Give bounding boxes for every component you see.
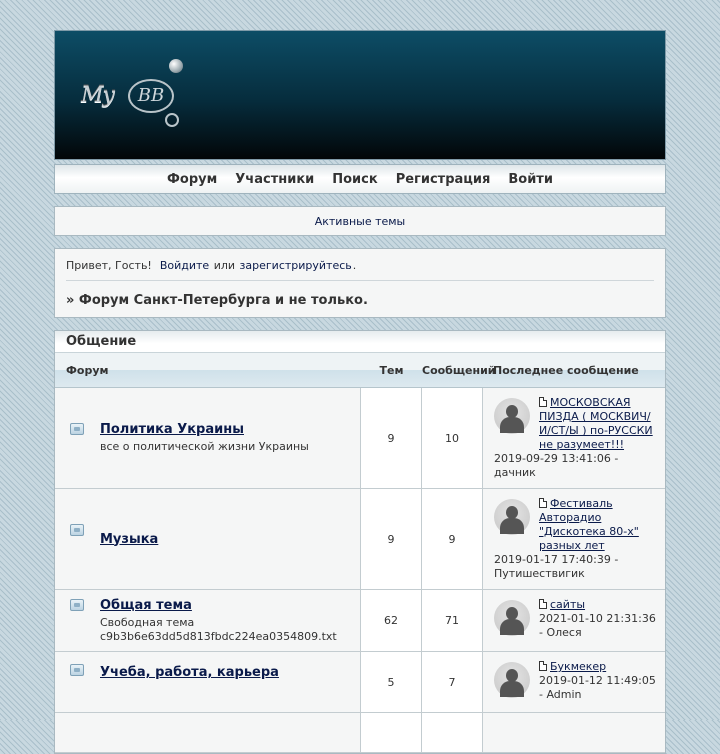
forum-cell (55, 489, 361, 589)
topics-count: 9 (361, 388, 422, 488)
forum-title-link[interactable]: Музыка (100, 531, 159, 547)
last-post-cell (483, 388, 665, 488)
period-text: . (352, 259, 357, 272)
logo-ring: BB (128, 79, 174, 113)
document-icon (539, 661, 547, 671)
main-navigation (54, 164, 666, 194)
last-post-link[interactable]: Букмекер (550, 660, 607, 673)
header-posts: Сообщений (422, 363, 496, 377)
topics-count: 62 (361, 590, 422, 651)
page-wrapper (54, 30, 666, 754)
logo-ring-icon (165, 113, 179, 127)
last-post-cell (483, 652, 665, 712)
nav-forum[interactable]: Форум (167, 171, 218, 187)
topics-count: 9 (361, 489, 422, 589)
forum-cell (55, 713, 361, 752)
site-header (54, 30, 666, 160)
forum-title-link[interactable]: Общая тема (100, 597, 192, 613)
nav-register[interactable]: Регистрация (395, 171, 491, 187)
login-link[interactable]: Войдите (159, 259, 210, 272)
posts-count: 10 (422, 388, 483, 488)
last-post-cell (483, 713, 665, 752)
or-text: или (213, 259, 236, 272)
last-post-meta: 2019-01-17 17:40:39 - Путишествигик (494, 553, 619, 580)
forum-row (55, 713, 665, 753)
last-post-cell (483, 590, 665, 651)
forum-category (54, 330, 666, 754)
logo-text: My (81, 83, 114, 108)
posts-count: 71 (422, 590, 483, 651)
last-post-meta: 2019-01-12 11:49:05 - Admin (539, 674, 656, 701)
register-link[interactable]: зарегистрируйтесь (239, 259, 352, 272)
table-header (55, 353, 665, 388)
last-post-meta: 2019-09-29 13:41:06 - дачник (494, 452, 619, 479)
document-icon (539, 397, 547, 407)
forum-status-icon (70, 599, 84, 611)
forum-status-icon (70, 524, 84, 536)
forum-description: Свободная тема c9b3b6e63dd5d813fbdc224ea0354809.txt (100, 615, 337, 643)
last-post-cell (483, 489, 665, 589)
nav-members[interactable]: Участники (235, 171, 315, 187)
forum-title-link[interactable]: Политика Украины (100, 422, 244, 437)
posts-count (422, 713, 483, 752)
avatar[interactable] (494, 600, 530, 636)
avatar[interactable] (494, 662, 530, 698)
header-last-post: Последнее сообщение (493, 363, 639, 377)
forum-row (55, 590, 665, 652)
last-post-link[interactable]: МОСКОВСКАЯ ПИЗДА ( МОСКВИЧ/И/СТ/Ы ) по-РУССКИ не разумеет!!! (539, 396, 653, 451)
posts-count: 7 (422, 652, 483, 712)
forum-cell (55, 590, 361, 651)
document-icon (539, 498, 547, 508)
forum-title-link[interactable]: Учеба, работа, карьера (100, 665, 279, 680)
last-post-link[interactable]: сайты (550, 598, 586, 611)
greeting-text: Привет, Гость! (66, 259, 152, 272)
forum-cell (55, 652, 361, 712)
logo-bubble-icon (169, 59, 183, 73)
nav-login[interactable]: Войти (508, 171, 553, 187)
forum-cell (55, 388, 361, 488)
forum-status-icon (70, 423, 84, 435)
forum-row (55, 388, 665, 489)
last-post-link[interactable]: Фестиваль Авторадио "Дискотека 80-х" разных лет (539, 497, 639, 552)
active-topics-link[interactable]: Активные темы (314, 214, 406, 228)
topics-count (361, 713, 422, 752)
nav-search[interactable]: Поиск (332, 171, 378, 187)
welcome-line (66, 259, 654, 281)
avatar[interactable] (494, 499, 530, 535)
active-topics-bar (54, 206, 666, 236)
category-title: Общение (55, 331, 665, 353)
header-topics: Тем (379, 363, 404, 377)
breadcrumb: » Форум Санкт-Петербурга и не только. (66, 293, 368, 308)
avatar[interactable] (494, 398, 530, 434)
posts-count: 9 (422, 489, 483, 589)
header-forum: Форум (66, 363, 109, 377)
forum-status-icon (70, 664, 84, 676)
document-icon (539, 599, 547, 609)
forum-description: все о политической жизни Украины (100, 440, 309, 453)
welcome-box (54, 248, 666, 318)
topics-count: 5 (361, 652, 422, 712)
forum-row (55, 489, 665, 590)
forum-row (55, 652, 665, 713)
last-post-meta: 2021-01-10 21:31:36 - Олеся (539, 612, 656, 639)
